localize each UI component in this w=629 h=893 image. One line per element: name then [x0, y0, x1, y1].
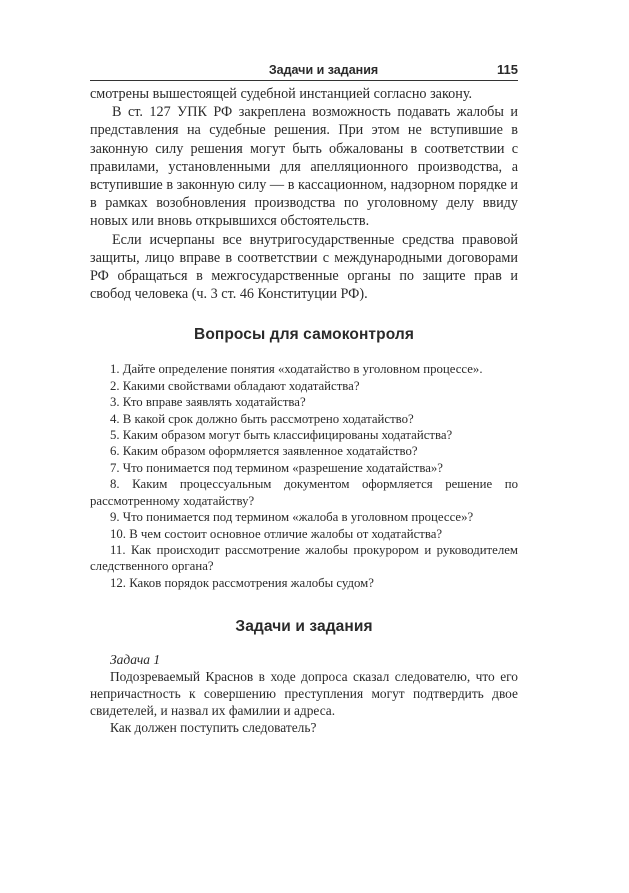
list-item: 5. Каким образом могут быть классифицированы ходатайства? — [110, 428, 453, 443]
questions-list — [90, 361, 518, 591]
body-text — [90, 85, 518, 303]
running-header-title: Задачи и задания — [268, 63, 379, 77]
section-heading-tasks: Задачи и задания — [235, 618, 373, 636]
body-paragraph: смотрены вышестоящей судебной инстанцией согласно закону. — [90, 86, 473, 102]
list-item: 3. Кто вправе заявлять ходатайства? — [110, 395, 306, 410]
list-item: 4. В какой срок должно быть рассмотрено ходатайство? — [110, 411, 414, 426]
task-text — [90, 669, 518, 736]
list-item: 11. Как происходит рассмотрение жалобы прокурором и руководителем следственного органа? — [90, 542, 518, 574]
book-page — [90, 62, 518, 736]
task-title: Задача 1 — [110, 652, 161, 668]
page-number: 115 — [497, 62, 518, 77]
list-item: 10. В чем состоит основное отличие жалобы от ходатайства? — [110, 526, 443, 541]
list-item: 9. Что понимается под термином «жалоба в уголовном процессе»? — [110, 510, 474, 525]
body-paragraph: В ст. 127 УПК РФ закреплена возможность подавать жалобы и представления на судебные решения. При этом не вступившие в законную силу решения могут быть обжалованы в соответствии с правилами, установленными для апелляционного производства, а вступившие в законную силу — в кассационном, надзорном порядке и в рамках возобновления производства по уголовному делу ввиду новых или вновь открывшихся обстоятельств. — [90, 104, 518, 230]
section-heading-questions: Вопросы для самоконтроля — [194, 326, 414, 344]
list-item: 12. Каков порядок рассмотрения жалобы судом? — [110, 575, 374, 590]
running-header — [90, 62, 518, 81]
list-item: 2. Какими свойствами обладают ходатайства? — [110, 378, 360, 393]
task-paragraph: Подозреваемый Краснов в ходе допроса сказал следователю, что его непричастность к совершению преступления могут подтвердить двое свидетелей, и назвал их фамилии и адреса. — [90, 669, 518, 718]
list-item: 1. Дайте определение понятия «ходатайство в уголовном процессе». — [110, 362, 483, 377]
list-item: 6. Каким образом оформляется заявленное ходатайство? — [110, 444, 418, 459]
list-item: 8. Каким процессуальным документом оформляется решение по рассмотренному ходатайству? — [90, 477, 518, 508]
task-paragraph: Как должен поступить следователь? — [110, 719, 317, 735]
list-item: 7. Что понимается под термином «разрешение ходатайства»? — [110, 460, 443, 475]
body-paragraph: Если исчерпаны все внутригосударственные средства правовой защиты, лицо вправе в соответствии с международными договорами РФ обращаться в межгосударственные органы по защите прав и свобод человека (ч. 3 ст. 46 Конституции РФ). — [90, 231, 518, 303]
